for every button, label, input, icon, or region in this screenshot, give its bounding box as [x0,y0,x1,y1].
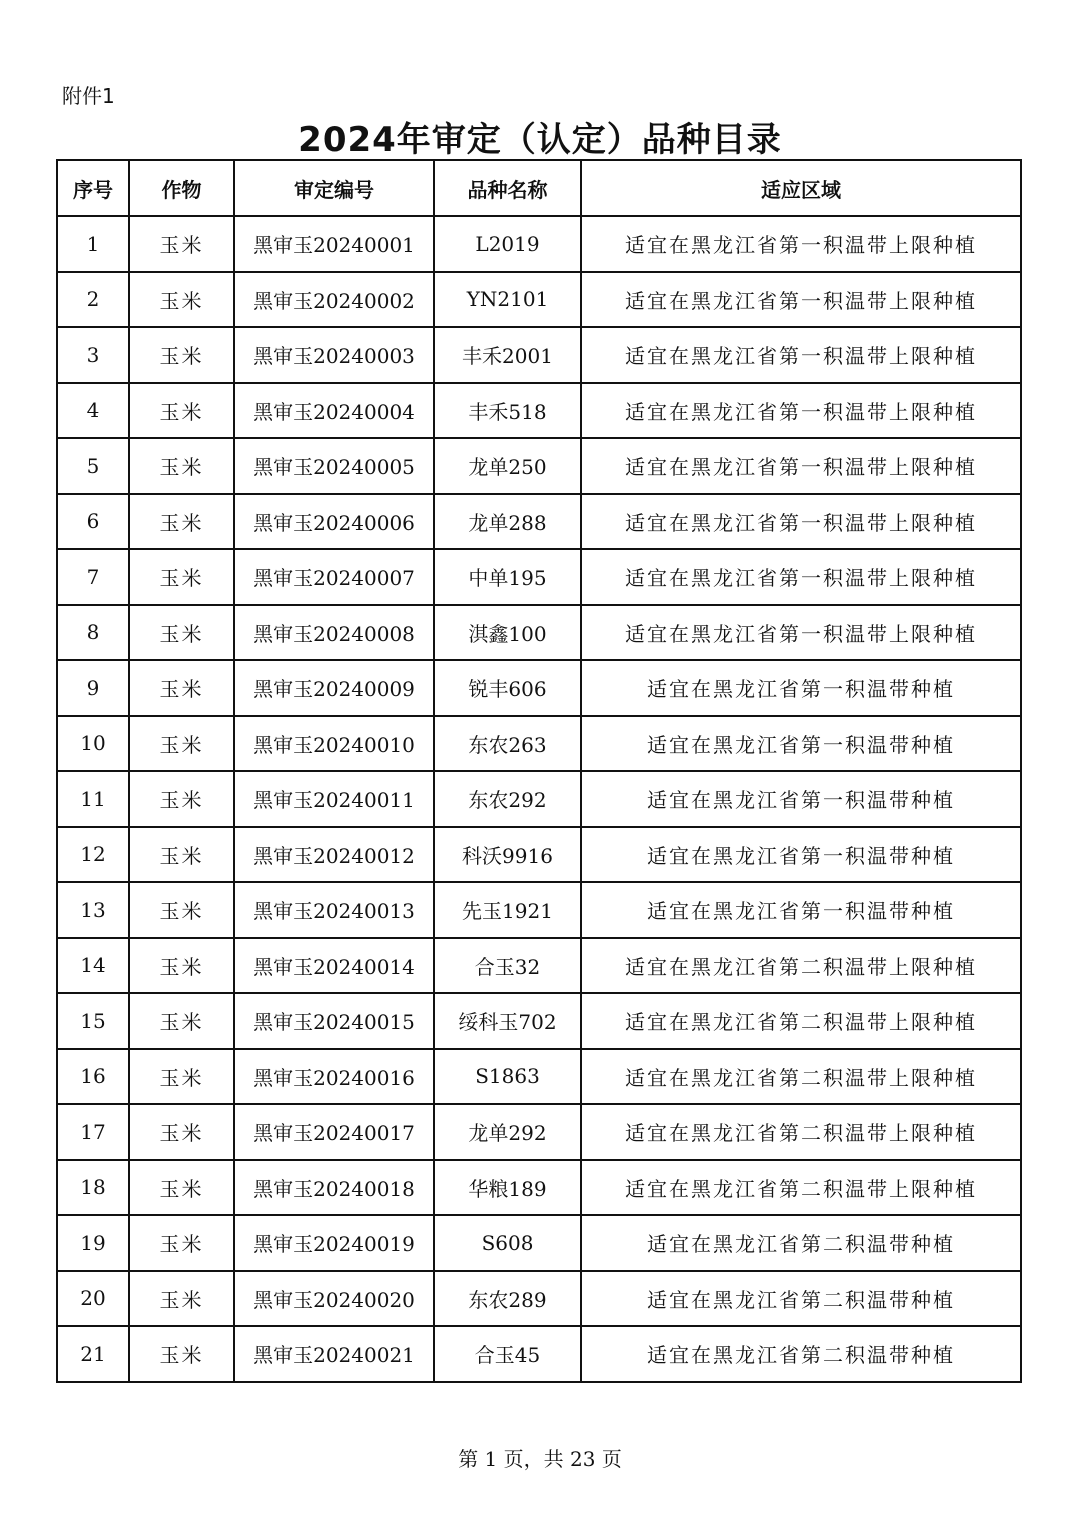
cell-suitable-region: 适宜在黑龙江省第一积温带上限种植 [581,272,1021,328]
cell-suitable-region: 适宜在黑龙江省第一积温带上限种植 [581,438,1021,494]
cell-suitable-region: 适宜在黑龙江省第一积温带种植 [581,827,1021,883]
table-row [57,1215,1021,1271]
cell-crop: 玉米 [129,1049,234,1105]
table-row [57,993,1021,1049]
cell-serial-number: 6 [57,494,129,550]
cell-approval-number: 黑审玉20240013 [234,882,434,938]
table-row [57,1160,1021,1216]
footer-prefix: 第 [458,1447,479,1471]
cell-variety-name: 合玉45 [434,1326,581,1382]
header-crop: 作物 [129,160,234,216]
header-suitable-region: 适应区域 [581,160,1021,216]
cell-serial-number: 16 [57,1049,129,1105]
cell-variety-name: 绥科玉702 [434,993,581,1049]
cell-suitable-region: 适宜在黑龙江省第一积温带种植 [581,771,1021,827]
cell-crop: 玉米 [129,1104,234,1160]
table-row [57,1104,1021,1160]
cell-approval-number: 黑审玉20240015 [234,993,434,1049]
document-title: 2024年审定（认定）品种目录 [298,120,782,160]
cell-crop: 玉米 [129,494,234,550]
cell-serial-number: 15 [57,993,129,1049]
cell-suitable-region: 适宜在黑龙江省第二积温带上限种植 [581,993,1021,1049]
header-approval-number: 审定编号 [234,160,434,216]
cell-crop: 玉米 [129,716,234,772]
table-row [57,827,1021,883]
cell-serial-number: 5 [57,438,129,494]
table-header-row [57,160,1021,216]
cell-suitable-region: 适宜在黑龙江省第一积温带种植 [581,716,1021,772]
cell-approval-number: 黑审玉20240020 [234,1271,434,1327]
cell-serial-number: 14 [57,938,129,994]
footer-suffix: 页 [601,1447,622,1471]
cell-approval-number: 黑审玉20240011 [234,771,434,827]
cell-variety-name: 龙单288 [434,494,581,550]
cell-approval-number: 黑审玉20240001 [234,216,434,272]
table-row [57,1049,1021,1105]
cell-variety-name: 合玉32 [434,938,581,994]
cell-serial-number: 2 [57,272,129,328]
cell-crop: 玉米 [129,549,234,605]
cell-suitable-region: 适宜在黑龙江省第一积温带种植 [581,882,1021,938]
variety-catalog-table [56,159,1022,1383]
header-variety-name: 品种名称 [434,160,581,216]
cell-serial-number: 3 [57,327,129,383]
cell-variety-name: 科沃9916 [434,827,581,883]
cell-suitable-region: 适宜在黑龙江省第二积温带上限种植 [581,1049,1021,1105]
cell-serial-number: 8 [57,605,129,661]
cell-suitable-region: 适宜在黑龙江省第二积温带种植 [581,1215,1021,1271]
cell-variety-name: 淇鑫100 [434,605,581,661]
cell-crop: 玉米 [129,1215,234,1271]
cell-variety-name: 华粮189 [434,1160,581,1216]
cell-crop: 玉米 [129,272,234,328]
cell-serial-number: 19 [57,1215,129,1271]
cell-suitable-region: 适宜在黑龙江省第二积温带种植 [581,1271,1021,1327]
cell-variety-name: L2019 [434,216,581,272]
cell-crop: 玉米 [129,605,234,661]
cell-serial-number: 11 [57,771,129,827]
table-row [57,882,1021,938]
cell-crop: 玉米 [129,327,234,383]
cell-serial-number: 9 [57,660,129,716]
cell-suitable-region: 适宜在黑龙江省第二积温带上限种植 [581,1160,1021,1216]
cell-crop: 玉米 [129,1271,234,1327]
cell-approval-number: 黑审玉20240008 [234,605,434,661]
cell-variety-name: 龙单292 [434,1104,581,1160]
cell-serial-number: 12 [57,827,129,883]
cell-suitable-region: 适宜在黑龙江省第一积温带种植 [581,660,1021,716]
footer-total-pages: 23 [570,1447,596,1471]
cell-serial-number: 1 [57,216,129,272]
cell-approval-number: 黑审玉20240016 [234,1049,434,1105]
cell-crop: 玉米 [129,1160,234,1216]
cell-suitable-region: 适宜在黑龙江省第一积温带上限种植 [581,216,1021,272]
table-row [57,605,1021,661]
cell-serial-number: 10 [57,716,129,772]
table-row [57,494,1021,550]
cell-crop: 玉米 [129,438,234,494]
table-row [57,771,1021,827]
cell-crop: 玉米 [129,1326,234,1382]
cell-suitable-region: 适宜在黑龙江省第一积温带上限种植 [581,383,1021,439]
footer-middle: 页，共 [503,1447,564,1471]
cell-variety-name: 东农263 [434,716,581,772]
cell-crop: 玉米 [129,383,234,439]
cell-approval-number: 黑审玉20240003 [234,327,434,383]
table-row [57,716,1021,772]
cell-suitable-region: 适宜在黑龙江省第一积温带上限种植 [581,605,1021,661]
cell-approval-number: 黑审玉20240002 [234,272,434,328]
attachment-label: 附件1 [62,84,115,108]
cell-suitable-region: 适宜在黑龙江省第一积温带上限种植 [581,494,1021,550]
table-row [57,1326,1021,1382]
cell-suitable-region: 适宜在黑龙江省第二积温带种植 [581,1326,1021,1382]
cell-approval-number: 黑审玉20240006 [234,494,434,550]
table-row [57,438,1021,494]
header-serial-number: 序号 [57,160,129,216]
cell-approval-number: 黑审玉20240005 [234,438,434,494]
table-row [57,272,1021,328]
footer-page-number: 1 [484,1447,498,1471]
cell-suitable-region: 适宜在黑龙江省第二积温带上限种植 [581,938,1021,994]
cell-variety-name: 中单195 [434,549,581,605]
cell-approval-number: 黑审玉20240012 [234,827,434,883]
cell-serial-number: 18 [57,1160,129,1216]
cell-suitable-region: 适宜在黑龙江省第一积温带上限种植 [581,549,1021,605]
cell-variety-name: S1863 [434,1049,581,1105]
cell-crop: 玉米 [129,216,234,272]
cell-approval-number: 黑审玉20240018 [234,1160,434,1216]
cell-variety-name: 丰禾2001 [434,327,581,383]
cell-crop: 玉米 [129,827,234,883]
table-row [57,1271,1021,1327]
table-row [57,660,1021,716]
cell-serial-number: 17 [57,1104,129,1160]
cell-crop: 玉米 [129,993,234,1049]
cell-approval-number: 黑审玉20240007 [234,549,434,605]
cell-suitable-region: 适宜在黑龙江省第一积温带上限种植 [581,327,1021,383]
cell-serial-number: 4 [57,383,129,439]
cell-approval-number: 黑审玉20240019 [234,1215,434,1271]
cell-approval-number: 黑审玉20240017 [234,1104,434,1160]
table-row [57,383,1021,439]
cell-serial-number: 13 [57,882,129,938]
cell-crop: 玉米 [129,938,234,994]
cell-variety-name: 东农289 [434,1271,581,1327]
cell-variety-name: 龙单250 [434,438,581,494]
cell-approval-number: 黑审玉20240004 [234,383,434,439]
cell-variety-name: YN2101 [434,272,581,328]
table-row [57,938,1021,994]
cell-approval-number: 黑审玉20240021 [234,1326,434,1382]
table-row [57,216,1021,272]
table-body [57,216,1021,1382]
page-footer [0,1443,1080,1472]
cell-variety-name: 先玉1921 [434,882,581,938]
cell-approval-number: 黑审玉20240010 [234,716,434,772]
cell-serial-number: 7 [57,549,129,605]
cell-crop: 玉米 [129,660,234,716]
cell-serial-number: 20 [57,1271,129,1327]
cell-serial-number: 21 [57,1326,129,1382]
table-row [57,549,1021,605]
cell-crop: 玉米 [129,771,234,827]
cell-variety-name: 丰禾518 [434,383,581,439]
cell-approval-number: 黑审玉20240009 [234,660,434,716]
cell-crop: 玉米 [129,882,234,938]
cell-variety-name: 东农292 [434,771,581,827]
cell-suitable-region: 适宜在黑龙江省第二积温带上限种植 [581,1104,1021,1160]
cell-variety-name: 锐丰606 [434,660,581,716]
cell-variety-name: S608 [434,1215,581,1271]
cell-approval-number: 黑审玉20240014 [234,938,434,994]
table-row [57,327,1021,383]
